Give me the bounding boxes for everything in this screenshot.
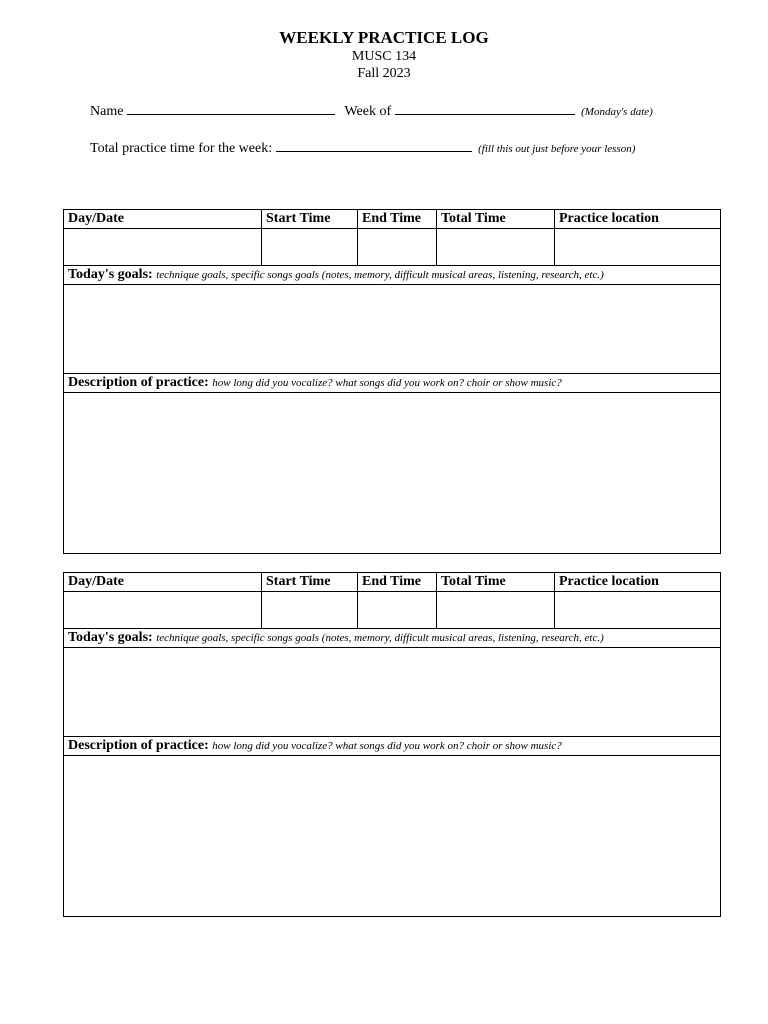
- goals-hint: technique goals, specific songs goals (notes, memory, difficult musical areas, listening, research, etc.): [156, 269, 604, 281]
- col-day-date: Day/Date: [64, 573, 262, 592]
- description-label-row: [64, 374, 721, 393]
- log-header-row: [64, 573, 721, 592]
- start-time-cell[interactable]: [262, 229, 358, 266]
- goals-area-row: [64, 648, 721, 737]
- end-time-cell[interactable]: [358, 229, 437, 266]
- name-field[interactable]: [127, 102, 335, 115]
- total-time-label: Total practice time for the week:: [90, 141, 273, 156]
- page-title: WEEKLY PRACTICE LOG: [279, 28, 489, 47]
- col-start-time: Start Time: [262, 210, 358, 229]
- name-label: Name: [90, 104, 124, 119]
- total-time-cell[interactable]: [437, 229, 555, 266]
- practice-location-cell[interactable]: [555, 592, 721, 629]
- log-entry-row: [64, 592, 721, 629]
- goals-label-row: [64, 629, 721, 648]
- total-time-row: [90, 139, 635, 157]
- week-label: Week of: [344, 104, 392, 119]
- day-date-cell[interactable]: [64, 592, 262, 629]
- total-time-field[interactable]: [276, 139, 472, 152]
- log-entry-row: [64, 229, 721, 266]
- goals-area[interactable]: [64, 648, 721, 737]
- description-area-row: [64, 393, 721, 554]
- col-end-time: End Time: [358, 573, 437, 592]
- practice-log-table-2: [63, 572, 721, 917]
- practice-log-table-1: [63, 209, 721, 554]
- goals-label-cell: [64, 266, 721, 285]
- col-practice-location: Practice location: [555, 210, 721, 229]
- practice-location-cell[interactable]: [555, 229, 721, 266]
- total-time-hint: (fill this out just before your lesson): [478, 143, 636, 155]
- name-week-row: [90, 102, 653, 120]
- col-end-time: End Time: [358, 210, 437, 229]
- description-area[interactable]: [64, 756, 721, 917]
- col-total-time: Total Time: [437, 573, 555, 592]
- col-practice-location: Practice location: [555, 573, 721, 592]
- goals-hint: technique goals, specific songs goals (notes, memory, difficult musical areas, listening, research, etc.): [156, 632, 604, 644]
- description-label: Description of practice:: [68, 375, 209, 390]
- goals-area[interactable]: [64, 285, 721, 374]
- week-hint: (Monday's date): [581, 106, 653, 118]
- goals-label-cell: [64, 629, 721, 648]
- term: Fall 2023: [357, 66, 411, 81]
- goals-area-row: [64, 285, 721, 374]
- log-header-row: [64, 210, 721, 229]
- description-hint: how long did you vocalize? what songs did you work on? choir or show music?: [212, 740, 562, 752]
- total-time-cell[interactable]: [437, 592, 555, 629]
- end-time-cell[interactable]: [358, 592, 437, 629]
- description-label: Description of practice:: [68, 738, 209, 753]
- col-start-time: Start Time: [262, 573, 358, 592]
- page-header: [0, 28, 768, 82]
- description-label-row: [64, 737, 721, 756]
- goals-label: Today's goals:: [68, 267, 153, 282]
- start-time-cell[interactable]: [262, 592, 358, 629]
- description-label-cell: [64, 737, 721, 756]
- course-code: MUSC 134: [351, 49, 417, 64]
- goals-label-row: [64, 266, 721, 285]
- day-date-cell[interactable]: [64, 229, 262, 266]
- week-field[interactable]: [395, 102, 575, 115]
- description-area[interactable]: [64, 393, 721, 554]
- goals-label: Today's goals:: [68, 630, 153, 645]
- description-hint: how long did you vocalize? what songs did you work on? choir or show music?: [212, 377, 562, 389]
- description-area-row: [64, 756, 721, 917]
- description-label-cell: [64, 374, 721, 393]
- col-day-date: Day/Date: [64, 210, 262, 229]
- col-total-time: Total Time: [437, 210, 555, 229]
